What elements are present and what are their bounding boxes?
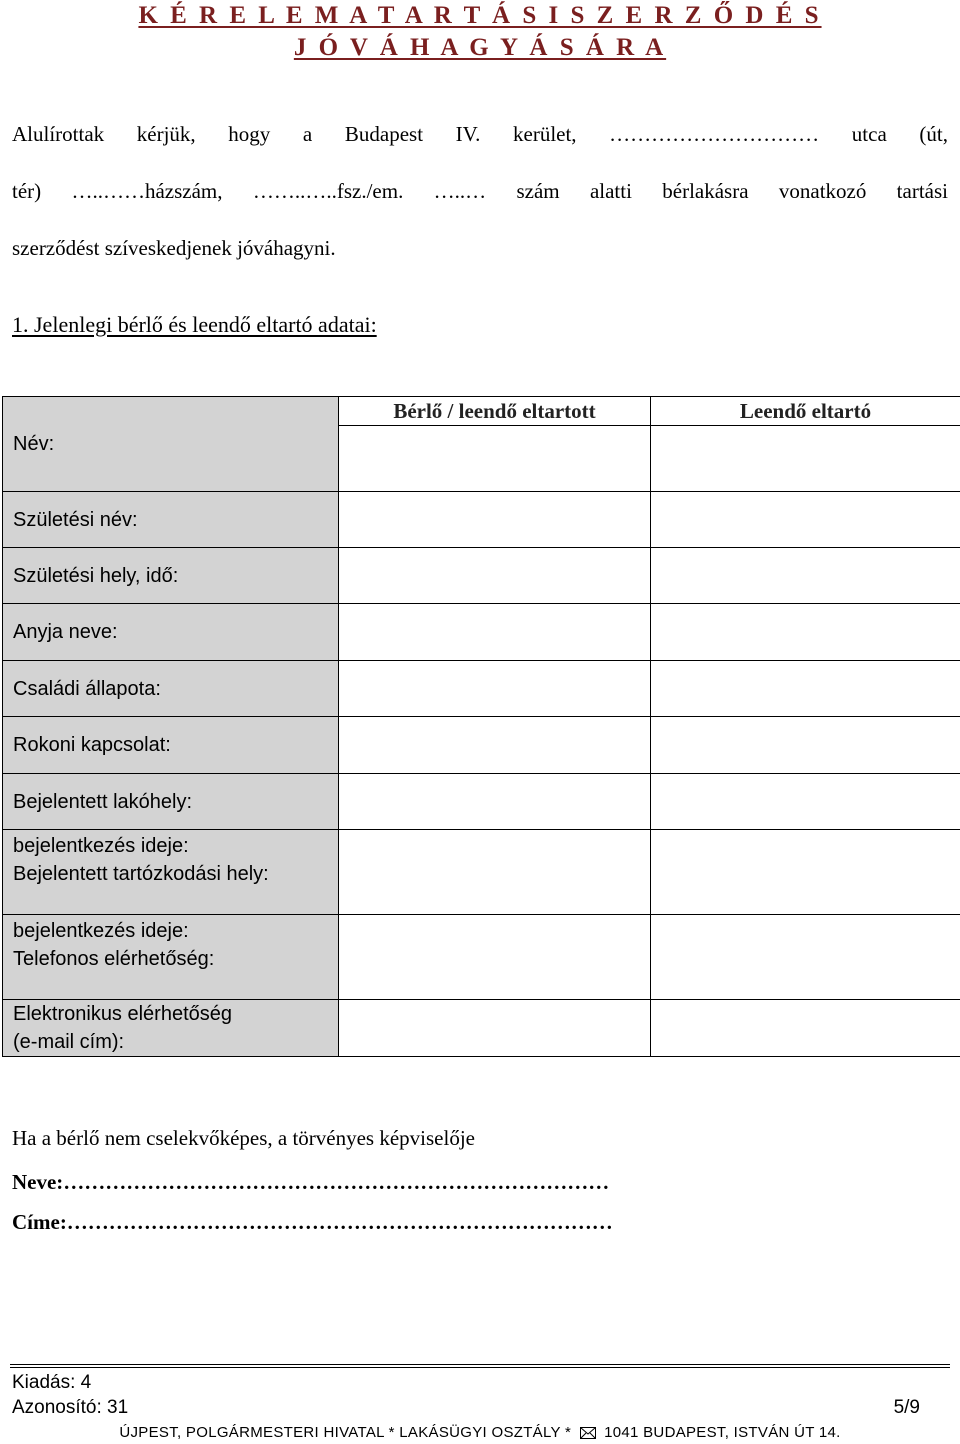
row-label-line1: bejelentkezés ideje: [13, 835, 189, 857]
row-label-line2: (e-mail cím): [13, 1031, 125, 1053]
intro-line-3: szerződést szíveskedjenek jóváhagyni. [12, 236, 336, 260]
name-tenant-field[interactable] [339, 426, 651, 492]
relationship-tenant-field[interactable] [339, 717, 651, 774]
footer-address [0, 1424, 960, 1443]
intro-line-2: tér) …..……házszám, ……..…..fsz./em. …..… szám alatti bérlakásra vonatkozó tartási [12, 179, 948, 203]
table-row-label: Családi állapota: [3, 661, 339, 717]
table-row-label [3, 830, 339, 915]
table-row-label: Bejelentett lakóhely: [3, 774, 339, 830]
table-row-label: Név: [3, 397, 339, 492]
section-heading: 1. Jelenlegi bérlő és leendő eltartó adatai: [12, 312, 377, 337]
column-header-tenant: Bérlő / leendő eltartott [339, 397, 651, 426]
phone-tenant-field[interactable] [339, 915, 651, 1000]
table-row-label: Születési név: [3, 492, 339, 548]
residence-tenant-field[interactable] [339, 830, 651, 915]
registered-address-caregiver-field[interactable] [651, 774, 960, 830]
intro-line-1: Alulírottak kérjük, hogy a Budapest IV. kerület, ………………………… utca (út, [12, 122, 948, 146]
email-caregiver-field[interactable] [651, 1000, 960, 1057]
document-title-line1: K É R E L E M A T A R T Á S I S Z E R Z Ő D É S [138, 2, 822, 29]
column-header-caregiver: Leendő eltartó [651, 397, 960, 426]
phone-caregiver-field[interactable] [651, 915, 960, 1000]
applicant-data-table [2, 396, 960, 1057]
footer-identifier: Azonosító: 31 [12, 1397, 129, 1418]
footer-address-left: ÚJPEST, POLGÁRMESTERI HIVATAL * LAKÁSÜGYI OSZTÁLY * [119, 1424, 572, 1441]
table-row-label: Rokoni kapcsolat: [3, 717, 339, 774]
footer-address-right: 1041 BUDAPEST, ISTVÁN ÚT 14. [604, 1424, 841, 1441]
marital-status-caregiver-field[interactable] [651, 661, 960, 717]
envelope-icon [580, 1426, 596, 1443]
email-tenant-field[interactable] [339, 1000, 651, 1057]
intro-paragraph [12, 106, 948, 277]
birth-name-tenant-field[interactable] [339, 492, 651, 548]
residence-caregiver-field[interactable] [651, 830, 960, 915]
mother-name-tenant-field[interactable] [339, 604, 651, 661]
relationship-caregiver-field[interactable] [651, 717, 960, 774]
birth-name-caregiver-field[interactable] [651, 492, 960, 548]
row-label-line2: Telefonos elérhetőség: [13, 948, 215, 970]
mother-name-caregiver-field[interactable] [651, 604, 960, 661]
row-label-line2: Bejelentett tartózkodási hely: [13, 863, 269, 885]
guardian-address-line[interactable]: Címe:…………………………………………………………………… [12, 1210, 613, 1234]
row-label-line1: Elektronikus elérhetőség [13, 1003, 233, 1025]
footer-divider-secondary [10, 1367, 950, 1368]
birth-place-date-caregiver-field[interactable] [651, 548, 960, 604]
document-title-line2: J Ó V Á H A G Y Á S Á R A [293, 34, 667, 61]
footer-edition: Kiadás: 4 [12, 1372, 92, 1393]
birth-place-date-tenant-field[interactable] [339, 548, 651, 604]
row-label-line1: bejelentkezés ideje: [13, 920, 189, 942]
table-row-label [3, 1000, 339, 1057]
marital-status-tenant-field[interactable] [339, 661, 651, 717]
guardian-intro: Ha a bérlő nem cselekvőképes, a törvényes képviselője [12, 1126, 475, 1150]
guardian-name-line[interactable]: Neve:…………………………………………………………………… [12, 1170, 610, 1194]
footer-page-number: 5/9 [893, 1397, 920, 1418]
name-caregiver-field[interactable] [651, 426, 960, 492]
table-row-label [3, 915, 339, 1000]
table-row-label: Anyja neve: [3, 604, 339, 661]
registered-address-tenant-field[interactable] [339, 774, 651, 830]
table-row-label: Születési hely, idő: [3, 548, 339, 604]
footer-divider [10, 1364, 950, 1365]
